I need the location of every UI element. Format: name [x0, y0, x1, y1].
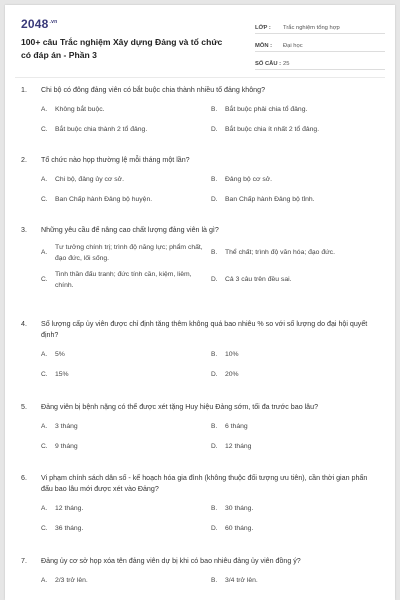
site-logo[interactable]	[21, 17, 57, 31]
question-text: Tổ chức nào họp thường lệ mỗi tháng một lần?	[41, 156, 190, 164]
question-number: 2.	[21, 156, 27, 164]
option-letter: A.	[41, 176, 48, 183]
answer-option-b[interactable]	[211, 504, 381, 515]
option-text: Chi bộ, đảng ủy cơ sở.	[55, 176, 124, 183]
meta-subject-value: Đại học	[283, 43, 303, 49]
answer-option-d[interactable]	[211, 370, 381, 381]
question-number: 1.	[21, 86, 27, 94]
option-letter: C.	[41, 125, 48, 133]
option-letter: A.	[41, 505, 48, 512]
option-text: Thể chất; trình độ văn hóa; đạo đức.	[225, 249, 335, 257]
option-text: 5%	[55, 351, 65, 358]
option-letter: C.	[41, 276, 48, 284]
meta-subject-row	[255, 37, 385, 52]
option-text: Ban Chấp hành Đảng bộ huyện.	[55, 195, 153, 203]
question-6	[21, 473, 381, 534]
answer-option-d[interactable]	[211, 125, 381, 136]
option-letter: D.	[211, 370, 218, 378]
answer-option-b[interactable]	[211, 422, 381, 433]
option-letter: A.	[41, 106, 48, 113]
question-number: 6.	[21, 474, 27, 482]
question-text: Chi bộ có đông đảng viên có bắt buộc chia thành nhiều tổ đảng không?	[41, 86, 266, 94]
answer-option-a[interactable]	[41, 243, 211, 264]
option-text: 2/3 trở lên.	[55, 577, 88, 584]
option-text: Đảng bộ cơ sở.	[225, 176, 273, 183]
meta-count-label: SỐ CÂU :	[255, 61, 282, 67]
option-text: Tư tưởng chính trị; trình độ năng lực; phẩm chất, đạo đức, lối sống.	[55, 244, 203, 262]
option-text: 12 tháng.	[55, 505, 84, 512]
logo-suffix-text: .vn	[49, 19, 58, 25]
question-text: Đảng ủy cơ sở họp xóa tên đảng viên dự bị khi có bao nhiêu đảng ủy viên đồng ý?	[41, 557, 301, 565]
option-text: 60 tháng.	[225, 524, 254, 532]
option-text: 36 tháng.	[55, 524, 84, 532]
option-text: 3/4 trở lên.	[225, 577, 258, 584]
question-text: Đảng viên bị bệnh nặng có thể được xét tặng Huy hiệu Đảng sớm, tối đa trước bao lâu?	[41, 403, 319, 411]
question-7	[21, 556, 381, 587]
option-letter: B.	[211, 249, 218, 257]
option-text: 9 tháng	[55, 442, 78, 450]
answer-option-b[interactable]	[211, 105, 381, 116]
option-text: Bắt buộc chia ít nhất 2 tổ đảng.	[225, 125, 320, 133]
answer-option-c[interactable]	[41, 370, 211, 381]
answer-option-b[interactable]	[211, 576, 381, 587]
question-3	[21, 225, 381, 291]
question-number: 4.	[21, 320, 27, 328]
answer-option-d[interactable]	[211, 270, 381, 291]
answer-option-c[interactable]	[41, 442, 211, 453]
answer-option-b[interactable]	[211, 243, 381, 264]
option-text: 30 tháng.	[225, 505, 254, 512]
option-letter: D.	[211, 125, 218, 133]
meta-class-label: LỚP :	[255, 25, 271, 31]
answer-option-a[interactable]	[41, 422, 211, 433]
option-letter: B.	[211, 423, 218, 430]
answer-option-a[interactable]	[41, 105, 211, 116]
question-number: 3.	[21, 226, 27, 234]
meta-count-row	[255, 55, 385, 70]
option-text: 12 tháng	[225, 442, 252, 450]
option-text: Không bắt buộc.	[55, 106, 105, 113]
option-text: 3 tháng	[55, 423, 78, 430]
question-2	[21, 155, 381, 205]
option-text: 15%	[55, 370, 69, 378]
question-1	[21, 85, 381, 135]
question-text: Những yêu cầu để nâng cao chất lượng đảng viên là gì?	[41, 226, 219, 234]
question-text: Vi phạm chính sách dân số - kế hoạch hóa gia đình (không thuộc đối tượng ưu tiên), cần thời gian phấn đấu bao lâu mới được xét vào Đảng?	[41, 474, 368, 493]
option-text: Bắt buộc chia thành 2 tổ đảng.	[55, 125, 148, 133]
meta-class-row	[255, 19, 385, 34]
logo-main-text: 2048	[21, 17, 49, 31]
answer-option-b[interactable]	[211, 350, 381, 361]
option-text: Tinh thần đấu tranh; đức tính cần, kiệm, liêm, chính.	[55, 271, 192, 289]
question-number: 5.	[21, 403, 27, 411]
answer-option-b[interactable]	[211, 175, 381, 186]
option-letter: B.	[211, 176, 218, 183]
answer-option-a[interactable]	[41, 175, 211, 186]
option-text: 6 tháng	[225, 423, 248, 430]
document-header	[5, 5, 395, 97]
option-letter: C.	[41, 442, 48, 450]
answer-option-d[interactable]	[211, 195, 381, 206]
option-text: Ban Chấp hành Đảng bộ tỉnh.	[225, 195, 315, 203]
document-meta	[255, 19, 385, 73]
option-text: 10%	[225, 351, 239, 358]
answer-option-c[interactable]	[41, 195, 211, 206]
meta-subject-label: MÔN :	[255, 43, 273, 49]
header-divider	[15, 77, 385, 78]
answer-option-a[interactable]	[41, 504, 211, 515]
answer-option-a[interactable]	[41, 576, 211, 587]
option-letter: B.	[211, 577, 218, 584]
option-text: Cả 3 câu trên đều sai.	[225, 276, 292, 284]
answer-option-a[interactable]	[41, 350, 211, 361]
option-letter: D.	[211, 195, 218, 203]
option-text: Bắt buộc phải chia tổ đảng.	[225, 106, 308, 113]
question-text: Số lượng cấp ủy viên được chỉ định tăng thêm không quá bao nhiêu % so với số lượng do đại hội quyết định?	[41, 320, 368, 339]
option-letter: C.	[41, 370, 48, 378]
option-letter: B.	[211, 351, 218, 358]
answer-option-d[interactable]	[211, 524, 381, 535]
option-letter: A.	[41, 423, 48, 430]
document-title: 100+ câu Trắc nghiệm Xây dựng Đảng và tổ chức có đáp án - Phần 3	[21, 37, 223, 60]
option-letter: D.	[211, 442, 218, 450]
question-number: 7.	[21, 557, 27, 565]
option-letter: A.	[41, 577, 48, 584]
document-page	[5, 5, 395, 600]
option-letter: C.	[41, 524, 48, 532]
option-letter: C.	[41, 195, 48, 203]
meta-class-value: Trắc nghiệm tổng hợp	[283, 25, 340, 31]
option-letter: D.	[211, 276, 218, 284]
option-letter: A.	[41, 351, 48, 358]
option-letter: D.	[211, 524, 218, 532]
answer-option-d[interactable]	[211, 442, 381, 453]
option-letter: B.	[211, 505, 218, 512]
option-letter: B.	[211, 106, 218, 113]
question-5	[21, 402, 381, 452]
option-text: 20%	[225, 370, 239, 378]
meta-count-value: 25	[283, 61, 290, 67]
option-letter: A.	[41, 249, 48, 257]
answer-option-c[interactable]	[41, 125, 211, 136]
question-4	[21, 319, 381, 380]
answer-option-c[interactable]	[41, 524, 211, 535]
answer-option-c[interactable]	[41, 270, 211, 291]
